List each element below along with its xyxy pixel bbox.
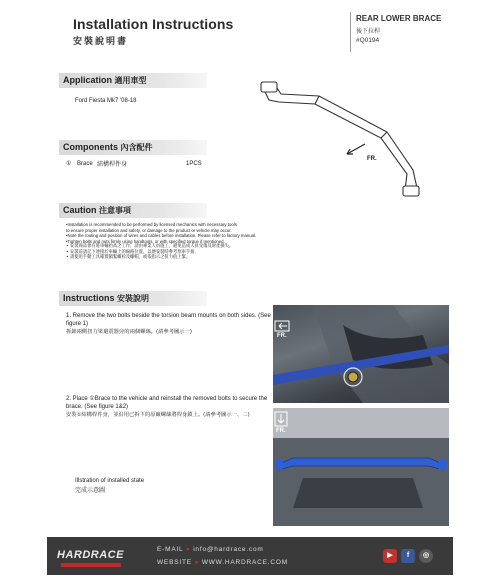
caution-line: • 安裝商品會有將車輛抬高之工作，請由專業人員施工，避免造成人員受傷及財產損失。 xyxy=(66,244,234,250)
caution-heading: Caution xyxy=(63,205,97,215)
step-1-text: 1. Remove the two bolts beside the torsion beam mounts on both sides. (See figure 1) xyxy=(66,313,271,327)
brace-diagram xyxy=(257,74,437,204)
figure-2-direction-label: FR. xyxy=(276,428,286,434)
footer-website xyxy=(157,559,288,566)
component-name: Brace xyxy=(77,161,93,167)
components-heading-chinese: 內含配件 xyxy=(120,143,153,152)
caution-section-bar xyxy=(59,203,207,218)
caution-line: • 請使用手動工具確實鎖緊螺栓及螺帽，或依指示之扭力值上緊。 xyxy=(66,255,191,261)
step-2-text-chinese: 安裝①結構桿件身，並沿用已拆下的原廠螺絲將桿身鎖上。(請參考圖示一、二) xyxy=(66,411,250,418)
application-heading: Application xyxy=(63,75,112,85)
figure-2-illustration xyxy=(273,408,449,526)
website-bullet-icon: ● xyxy=(194,559,200,566)
brand-logo-stripe xyxy=(61,563,121,567)
step-1-text-chinese: 拆卸兩側扭力梁避震器旁的兩個螺絲。(請參考圖示一) xyxy=(66,328,192,335)
figure-2-photo xyxy=(273,408,449,526)
front-arrow xyxy=(347,144,365,154)
caution-line: •Note the routing and position of wires and cables before installation. Please refer to factory manual. xyxy=(66,233,257,239)
email-link[interactable]: info@hardrace.com xyxy=(193,546,264,553)
caution-line: • 安裝前請記下連接於車輛上的線路位置，以便安裝時參考原車手冊。 xyxy=(66,249,199,255)
youtube-icon[interactable]: ▶ xyxy=(383,549,397,563)
component-name-chinese: 結構桿件身 xyxy=(97,161,128,168)
footer-email xyxy=(157,546,264,553)
component-index: ① xyxy=(66,161,72,167)
components-section-bar xyxy=(59,140,207,155)
figure-1-direction-label: FR. xyxy=(277,333,287,339)
header-divider xyxy=(350,12,351,52)
website-link[interactable]: WWW.HARDRACE.COM xyxy=(201,559,288,566)
figure-1-illustration xyxy=(273,305,449,403)
instructions-section-bar xyxy=(59,291,207,306)
email-label: E-MAIL xyxy=(157,546,184,553)
caution-line: to ensure proper installation and safety, or damage to the product or vehicle may occur. xyxy=(66,227,232,233)
facebook-icon[interactable]: f xyxy=(401,549,415,563)
brace-line-art xyxy=(261,82,419,196)
caution-line: •Tighten bolts and nuts firmly using handtools, or with specified torque if mentioned. xyxy=(66,238,225,244)
caution-heading-chinese: 注意事項 xyxy=(99,206,132,215)
wechat-icon[interactable]: ◎ xyxy=(419,549,433,563)
part-number: #Q0194 xyxy=(356,37,380,44)
component-quantity: 1PCS xyxy=(186,161,202,167)
vehicle-fitment: Ford Fiesta Mk7 '08-18 xyxy=(75,98,137,104)
figure-1-photo xyxy=(273,305,449,403)
website-label: WEBSITE xyxy=(157,559,192,566)
application-section-bar xyxy=(59,73,207,88)
illustration-caption-chinese: 完成示意圖 xyxy=(75,487,106,494)
footer xyxy=(47,537,453,575)
part-name: REAR LOWER BRACE xyxy=(356,14,442,23)
caution-line: •Installation is recommended to be performed by licensed mechanics with necessary tools xyxy=(66,222,237,227)
instructions-heading-chinese: 安裝說明 xyxy=(117,294,150,303)
document-title: Installation Instructions xyxy=(73,16,234,32)
email-bullet-icon: ● xyxy=(185,546,191,553)
application-heading-chinese: 適用車型 xyxy=(114,76,147,85)
step-1 xyxy=(66,313,276,335)
illustration-caption: Illstration of installed state xyxy=(75,478,145,484)
components-heading: Components xyxy=(63,142,118,152)
instructions-heading: Instructions xyxy=(63,293,115,303)
step-2-text: 2. Place ①Brace to the vehicle and reinstall the removed bolts to secure the brace. (See figure 1&2) xyxy=(66,396,268,410)
step-2 xyxy=(66,396,276,418)
part-name-chinese: 後下拉桿 xyxy=(356,28,381,35)
brand-logo: HARDRACE xyxy=(57,549,124,561)
instruction-sheet xyxy=(47,10,453,575)
caution-list xyxy=(66,222,328,261)
document-title-chinese: 安裝說明書 xyxy=(73,37,129,47)
front-direction-label: FR. xyxy=(367,156,377,162)
